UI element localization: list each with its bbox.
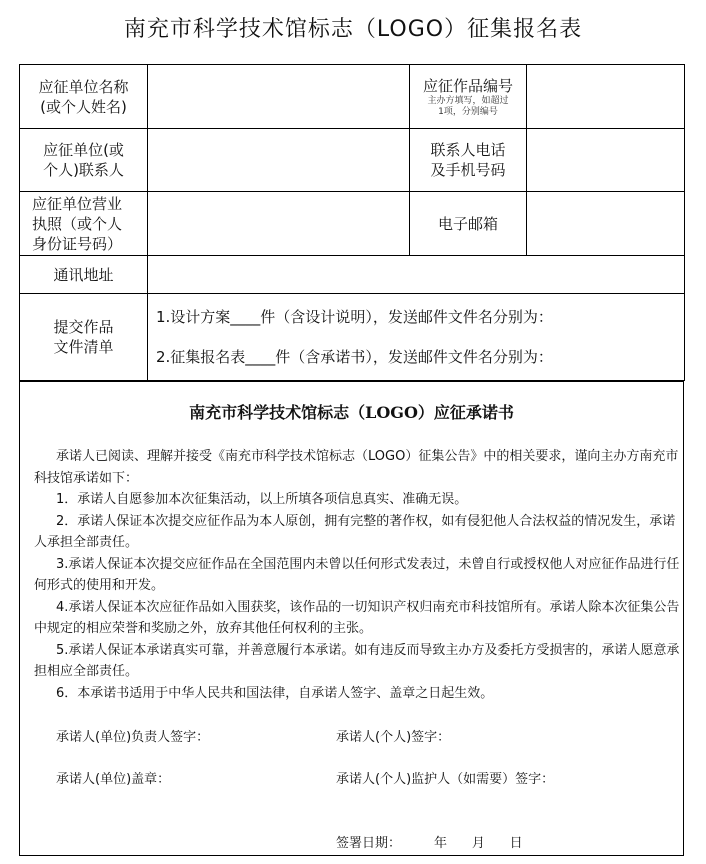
row-files xyxy=(20,294,685,381)
file-list-field[interactable] xyxy=(148,294,685,381)
email-label: 电子邮箱 xyxy=(410,192,527,256)
pledge-item: 6．本承诺书适用于中华人民共和国法律，自承诺人签字、盖章之日起生效。 xyxy=(56,685,494,701)
license-id-field[interactable] xyxy=(148,192,410,256)
address-label: 通讯地址 xyxy=(20,256,148,294)
file-item-registration: 2.征集报名表____件（含承诺书），发送邮件文件名分别为： xyxy=(156,348,553,366)
license-id-label: 应征单位营业 执照（或个人 身份证号码） xyxy=(20,192,148,256)
pledge-item: 1．承诺人自愿参加本次征集活动，以上所填各项信息真实、准确无误。 xyxy=(56,492,468,507)
sign-date-label: 签署日期： 年 月 日 xyxy=(336,836,523,851)
contact-person-field[interactable] xyxy=(148,129,410,192)
pledge-body xyxy=(34,446,684,704)
pledge-item: 5.承诺人保证本承诺真实可靠，并善意履行本承诺。如有违反而导致主办方及委托方受损害的，承诺人愿意承担相应全部责任。 xyxy=(34,642,680,679)
pledge-item: 4.承诺人保证本次应征作品如入围获奖，该作品的一切知识产权归南充市科技馆所有。承诺人除本次征集公告中规定的相应荣誉和奖励之外，放弃其他任何权利的主张。 xyxy=(34,599,680,636)
contact-person-label: 应征单位(或 个人)联系人 xyxy=(20,129,148,192)
pledge-item: 3.承诺人保证本次提交应征作品在全国范围内未曾以任何形式发表过，未曾自行或授权他人对应征作品进行任何形式的使用和开发。 xyxy=(34,556,680,593)
unit-head-signature-label: 承诺人(单位)负责人签字： xyxy=(56,730,210,745)
unit-name-field[interactable] xyxy=(148,65,410,129)
row-license xyxy=(20,192,685,256)
page-title: 南充市科学技术馆标志（LOGO）征集报名表 xyxy=(123,17,583,42)
address-field[interactable] xyxy=(148,256,685,294)
unit-name-label: 应征单位名称 (或个人姓名) xyxy=(20,65,148,129)
phone-label: 联系人电话 及手机号码 xyxy=(410,129,527,192)
work-number-note: 主办方填写，如超过 xyxy=(427,95,509,106)
pledge-intro: 承诺人已阅读、理解并接受《南充市科学技术馆标志（LOGO）征集公告》中的相关要求，谨向主办方南充市科技馆承诺如下： xyxy=(34,449,679,486)
email-field[interactable] xyxy=(527,192,685,256)
file-list-label: 提交作品 文件清单 xyxy=(20,294,148,381)
registration-form-table xyxy=(19,64,685,381)
unit-seal-label: 承诺人(单位)盖章： xyxy=(56,772,171,787)
row-contact xyxy=(20,129,685,192)
personal-signature-label: 承诺人(个人)签字： xyxy=(336,730,451,745)
work-number-field[interactable] xyxy=(527,65,685,129)
row-address xyxy=(20,256,685,294)
file-item-design: 1.设计方案____件（含设计说明），发送邮件文件名分别为： xyxy=(156,308,553,326)
row-unit-name xyxy=(20,65,685,129)
pledge-section xyxy=(19,380,684,856)
phone-field[interactable] xyxy=(527,129,685,192)
pledge-item: 2．承诺人保证本次提交应征作品为本人原创，拥有完整的著作权，如有侵犯他人合法权益的情况发生，承诺人承担全部责任。 xyxy=(34,513,676,550)
pledge-title: 南充市科学技术馆标志（LOGO）应征承诺书 xyxy=(189,403,514,422)
guardian-signature-label: 承诺人(个人)监护人（如需要）签字： xyxy=(336,772,555,787)
work-number-label: 应征作品编号 主办方填写，如超过 1项，分别编号 xyxy=(410,65,527,129)
